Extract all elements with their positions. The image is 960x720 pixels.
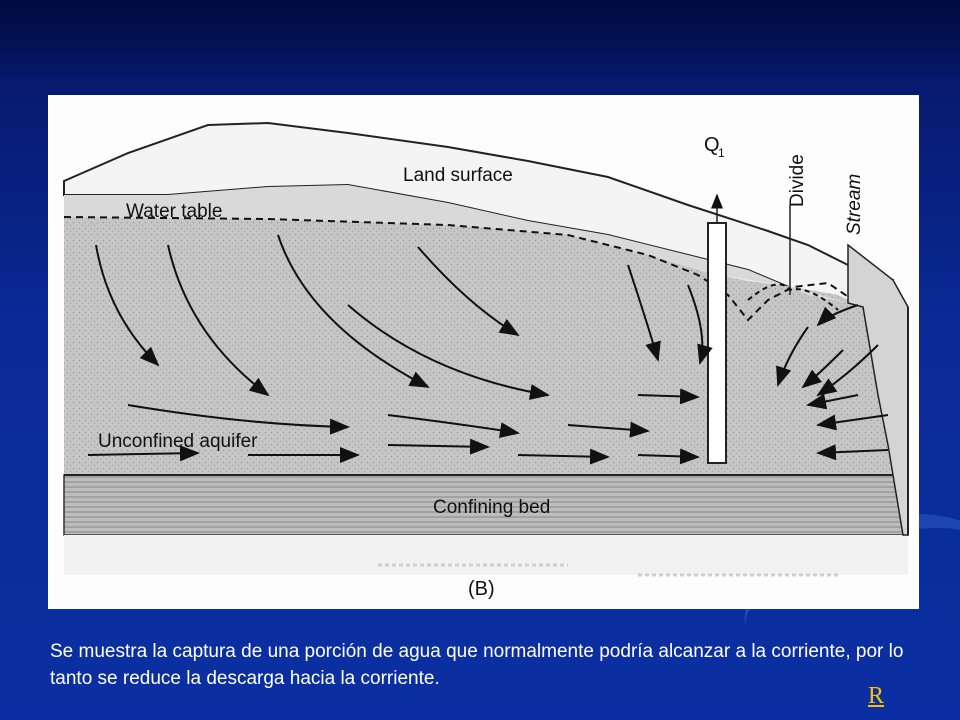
label-panel: (B) [468,578,495,600]
pumping-well [708,223,726,463]
aquifer-diagram-svg [48,95,919,609]
label-well-q: Q [704,134,720,156]
label-well-subscript: 1 [718,146,725,160]
label-water-table: Water table [126,201,223,222]
label-land-surface: Land surface [403,165,513,186]
label-unconfined-aquifer: Unconfined aquifer [98,431,258,452]
caption-text: Se muestra la captura de una porción de agua que normalmente podría alcanzar a la corriente, por lo tanto se reduce la descarga hacia la corriente. [50,641,904,689]
aquifer-diagram [48,95,919,609]
label-confining-bed: Confining bed [433,497,551,518]
label-divide: Divide [787,154,808,207]
label-stream: Stream [844,173,865,235]
base-area [64,535,908,575]
return-link[interactable]: R [868,683,885,709]
